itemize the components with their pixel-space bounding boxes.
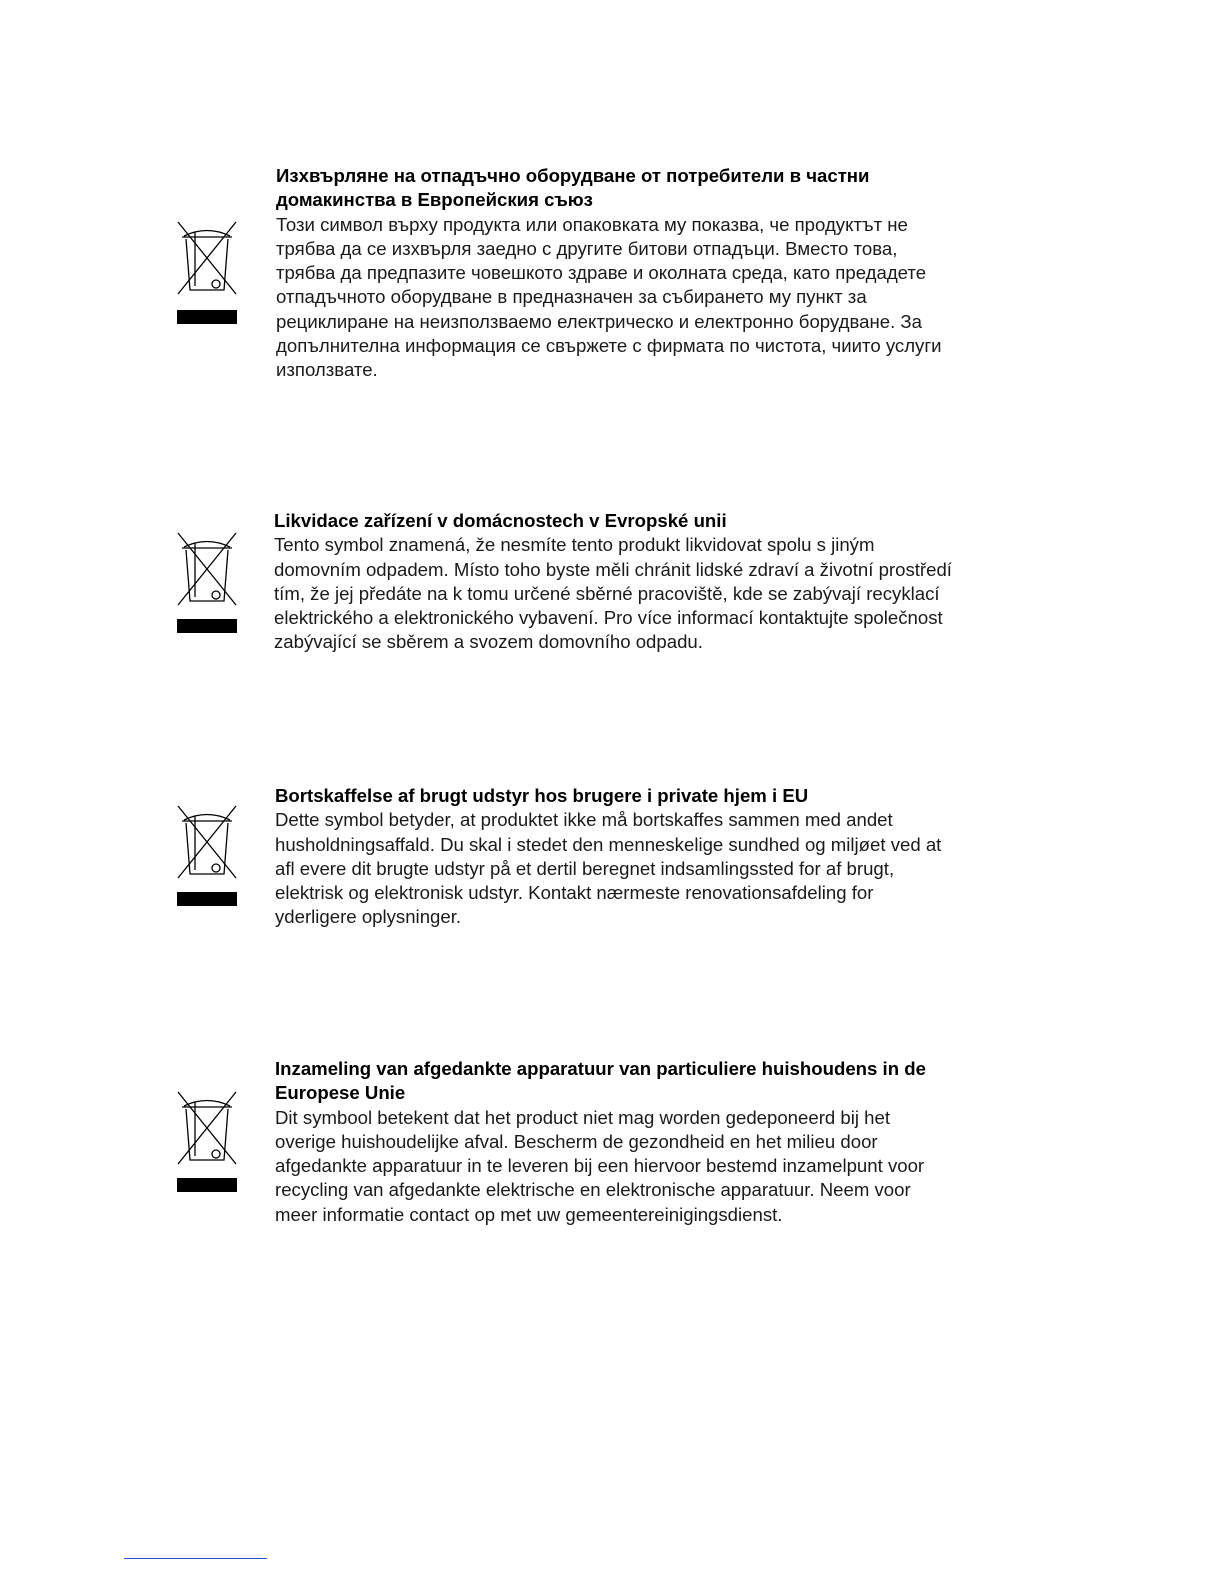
crossed-out-wheelie-bin-icon	[176, 1090, 238, 1196]
section-dutch	[275, 1057, 955, 1227]
section-heading: Изхвърляне на отпадъчно оборудване от потребители в частни домакинства в Европейския съюз	[276, 165, 870, 211]
section-heading: Bortskaffelse af brugt udstyr hos brugere i private hjem i EU	[275, 785, 809, 806]
section-danish	[275, 784, 955, 930]
section-body: Tento symbol znamená, že nesmíte tento produkt likvidovat spolu s jiným domovním odpadem. Místo toho byste měli chránit lidské zdraví a životní prostředí tím, že jej předáte na k tomu určené sběrné pracoviště, kde se zabývají recyklací elektrického a elektronického vybavení. Pro více informací kontaktujte společnost zabývající se sběrem a svozem domovního odpadu.	[274, 534, 952, 653]
section-body: Този символ върху продукта или опаковката му показва, че продуктът не трябва да се изхвърля заедно с другите битови отпадъци. Вместо това, трябва да предпазите човешкото здраве и околната среда, като предадете отпадъчното оборудване в предназначен за събирането му пункт за рециклиране на неизползваемо електрическо и електронно борудване. За допълнителна информация се свържете с фирмата по чистота, чиито услуги използвате.	[276, 213, 942, 381]
crossed-out-wheelie-bin-icon	[176, 531, 238, 637]
crossed-out-wheelie-bin-icon	[176, 804, 238, 910]
section-heading: Likvidace zařízení v domácnostech v Evropské unii	[274, 510, 727, 531]
section-bulgarian	[276, 164, 956, 383]
section-body: Dit symbool betekent dat het product niet mag worden gedeponeerd bij het overige huishoudelijke afval. Bescherm de gezondheid en het milieu door afgedankte apparatuur in te leveren bij een hiervoor bestemd inzamelpunt voor recycling van afgedankte elektrische en elektronische apparatuur. Neem voor meer informatie contact op met uw gemeentereinigingsdienst.	[275, 1106, 925, 1225]
footnote-separator	[124, 1558, 267, 1559]
crossed-out-wheelie-bin-icon	[176, 220, 238, 326]
section-body: Dette symbol betyder, at produktet ikke må bortskaffes sammen med andet husholdningsaffald. Du skal i stedet den menneskelige sundhed og miljøet ved at afl evere dit brugte udstyr på et dertil beregnet indsamlingssted for af brugt, elektrisk og elektronisk udstyr. Kontakt nærmeste renovationsafdeling for yderligere oplysninger.	[275, 809, 942, 928]
section-heading: Inzameling van afgedankte apparatuur van particuliere huishoudens in de Europese Unie	[275, 1058, 926, 1104]
section-czech	[274, 509, 954, 655]
